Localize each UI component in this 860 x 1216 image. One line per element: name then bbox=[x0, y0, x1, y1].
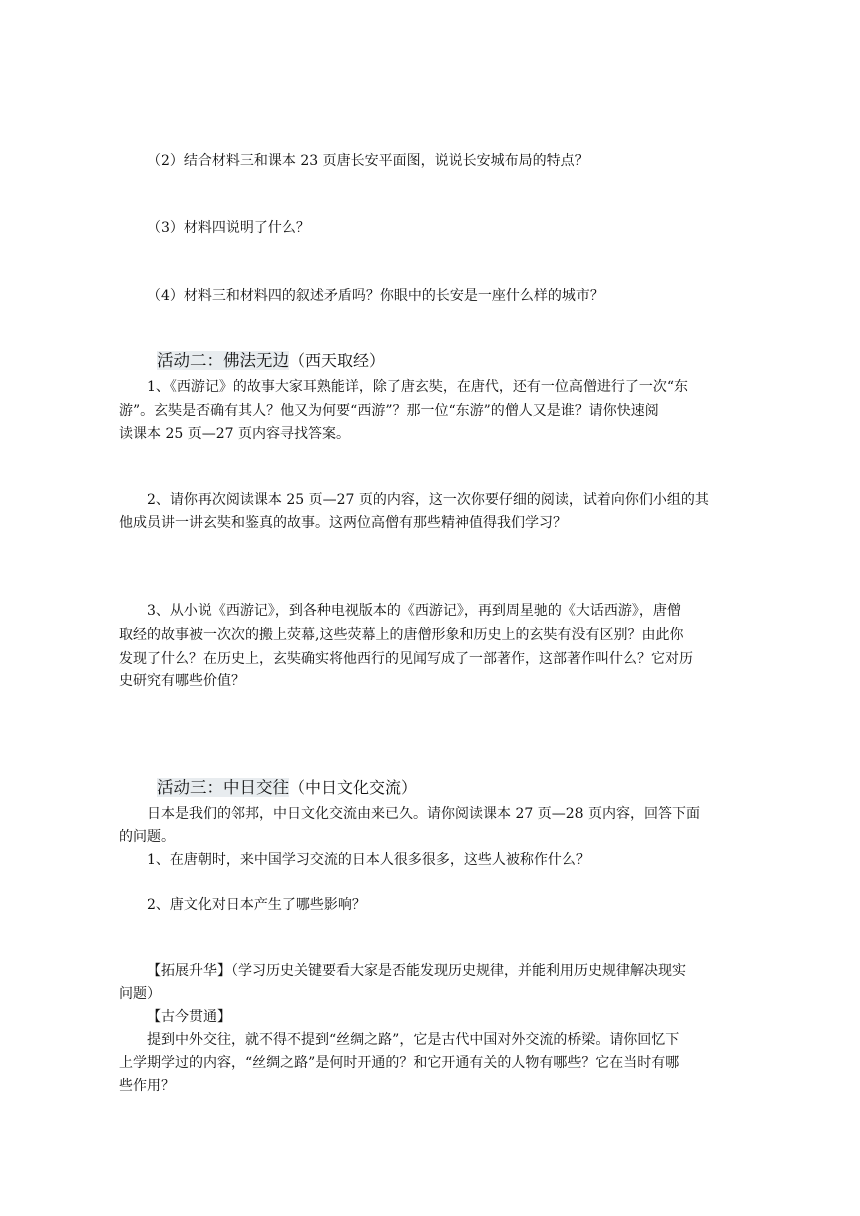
extension-line-1: 【拓展升华】（学习历史关键要看大家是否能发现历史规律，并能利用历史规律解决现实 bbox=[147, 963, 686, 979]
activity-2-item-3-line-1: 3、从小说《西游记》，到各种电视版本的《西游记》，再到周星驰的《大话西游》，唐僧 bbox=[147, 603, 681, 619]
question-4: （4）材料三和材料四的叙述矛盾吗？你眼中的长安是一座什么样的城市？ bbox=[147, 288, 604, 304]
extension-subhead: 【古今贯通】 bbox=[147, 1009, 231, 1025]
activity-2-heading bbox=[157, 351, 385, 371]
activity-3-heading bbox=[157, 778, 417, 798]
activity-3-item-2: 2、唐文化对日本产生了哪些影响？ bbox=[147, 897, 366, 913]
extension-para-line-3: 些作用？ bbox=[119, 1078, 175, 1094]
activity-2-item-1-line-2: 游”。玄奘是否确有其人？他又为何要“西游”？那一位“东游”的僧人又是谁？请你快速阅 bbox=[119, 403, 659, 419]
activity-2-item-1-line-3: 读课本 25 页—27 页内容寻找答案。 bbox=[119, 426, 350, 442]
activity-2-item-3-line-3: 发现了什么？在历史上，玄奘确实将他西行的见闻写成了一部著作，这部著作叫什么？它对历 bbox=[119, 651, 693, 667]
activity-2-item-2-line-2: 他成员讲一讲玄奘和鉴真的故事。这两位高僧有那些精神值得我们学习？ bbox=[119, 515, 567, 531]
extension-para-line-2: 上学期学过的内容，“丝绸之路”是何时开通的？和它开通有关的人物有哪些？它在当时有哪 bbox=[119, 1055, 680, 1071]
extension-para-line-1: 提到中外交往，就不得不提到“丝绸之路”，它是古代中国对外交流的桥梁。请你回忆下 bbox=[147, 1032, 680, 1048]
extension-line-2: 问题） bbox=[119, 986, 161, 1002]
activity-2-subtitle: （西天取经） bbox=[289, 351, 386, 370]
activity-2-item-2-line-1: 2、请你再次阅读课本 25 页—27 页的内容，这一次你要仔细的阅读，试着向你们小组的其 bbox=[147, 492, 709, 508]
activity-2-item-3-line-2: 取经的故事被一次次的搬上荧幕,这些荧幕上的唐僧形象和历史上的玄奘有没有区别？由此你 bbox=[119, 627, 684, 643]
question-3: （3）材料四说明了什么？ bbox=[147, 220, 310, 236]
activity-2-item-3-line-4: 史研究有哪些价值？ bbox=[119, 673, 245, 689]
activity-3-title: 活动三：中日交往 bbox=[157, 778, 289, 797]
activity-2-item-1-line-1: 1、《西游记》的故事大家耳熟能详，除了唐玄奘，在唐代，还有一位高僧进行了一次“东 bbox=[147, 379, 689, 395]
activity-3-item-1: 1、在唐朝时，来中国学习交流的日本人很多很多，这些人被称作什么？ bbox=[147, 852, 590, 868]
activity-3-intro-line-1: 日本是我们的邻邦，中日文化交流由来已久。请你阅读课本 27 页—28 页内容，回答下面 bbox=[147, 806, 700, 822]
activity-3-intro-line-2: 的问题。 bbox=[119, 829, 175, 845]
activity-3-subtitle: （中日文化交流） bbox=[289, 778, 418, 797]
activity-2-title: 活动二：佛法无边 bbox=[157, 351, 289, 370]
question-2: （2）结合材料三和课本 23 页唐长安平面图，说说长安城布局的特点？ bbox=[147, 153, 589, 169]
